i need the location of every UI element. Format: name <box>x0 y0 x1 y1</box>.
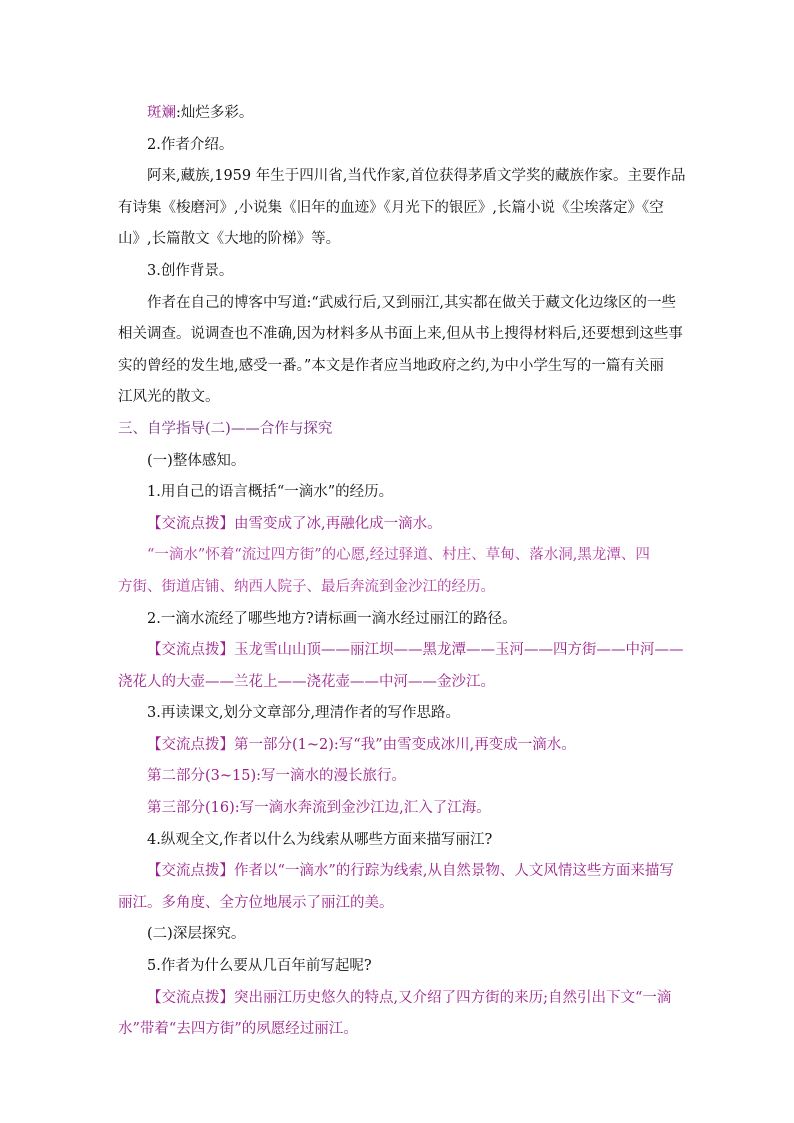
text-segment: 【交流点拨】玉龙雪山山顶——丽江坝——黑龙潭——玉河——四方街——中河—— <box>147 642 684 659</box>
text-segment: 山》,长篇散文《大地的阶梯》等。 <box>118 231 341 248</box>
text-line <box>118 825 678 857</box>
text-segment: 实的曾经的发生地,感受一番。”本文是作者应当地政府之约,为中小学生写的一篇有关丽 <box>118 357 664 374</box>
text-line <box>118 130 678 162</box>
text-line <box>118 888 678 920</box>
text-line <box>118 288 678 320</box>
document-page <box>118 98 686 1046</box>
text-segment: 江风光的散文。 <box>118 389 220 406</box>
text-line <box>118 540 678 572</box>
text-line <box>118 256 678 288</box>
text-line <box>118 351 678 383</box>
text-line <box>118 446 678 478</box>
text-segment: 第三部分(16):写一滴水奔流到金沙江边,汇入了江海。 <box>147 800 491 817</box>
text-segment: “一滴水”怀着“流过四方街”的心愿,经过驿道、村庄、草甸、落水洞,黑龙潭、四 <box>147 547 650 564</box>
text-segment: (二)深层探究。 <box>147 926 246 943</box>
text-line <box>118 572 678 604</box>
text-line <box>118 98 678 130</box>
text-line <box>118 509 678 541</box>
text-segment: 水”带着“去四方街”的夙愿经过丽江。 <box>118 1021 358 1038</box>
text-segment: :灿烂多彩。 <box>176 105 254 121</box>
text-segment: 【交流点拨】作者以“一滴水”的行踪为线索,从自然景物、人文风情这些方面来描写 <box>147 863 674 880</box>
text-segment: 三、自学指导(二)——合作与探究 <box>118 420 333 437</box>
text-segment: 丽江。多角度、全方位地展示了丽江的美。 <box>118 894 394 911</box>
text-segment: 3.再读课文,划分文章部分,理清作者的写作思路。 <box>147 705 461 722</box>
text-segment: 3.创作背景。 <box>147 262 234 279</box>
text-line <box>118 477 678 509</box>
text-segment: 4.纵观全文,作者以什么为线索从哪些方面来描写丽江? <box>147 831 493 848</box>
text-line <box>118 761 678 793</box>
text-line <box>118 919 678 951</box>
text-segment: 2.一滴水流经了哪些地方?请标画一滴水经过丽江的路径。 <box>147 610 517 627</box>
text-line <box>118 414 678 446</box>
text-line <box>118 224 678 256</box>
text-segment: 【交流点拨】由雪变成了冰,再融化成一滴水。 <box>147 515 442 532</box>
text-line <box>118 382 678 414</box>
text-line <box>118 193 678 225</box>
text-segment: 1.用自己的语言概括“一滴水”的经历。 <box>147 484 394 501</box>
text-segment: 阿来,藏族,1959 年生于四川省,当代作家,首位获得茅盾文学奖的藏族作家。主要作品 <box>147 168 686 185</box>
text-line <box>118 604 678 636</box>
text-segment: 相关调查。说调查也不准确,因为材料多从书面上来,但从书上搜得材料后,还要想到这些事 <box>118 326 683 343</box>
text-segment: 浇花人的大壶——兰花上——浇花壶——中河——金沙江。 <box>118 673 495 690</box>
text-segment: 作者在自己的博客中写道:“武威行后,又到丽江,其实都在做关于藏文化边缘区的一些 <box>147 294 677 311</box>
text-segment: 【交流点拨】突出丽江历史悠久的特点,又介绍了四方街的来历;自然引出下文“一滴 <box>147 989 672 1006</box>
text-line <box>118 730 678 762</box>
text-line <box>118 951 678 983</box>
text-segment: 第二部分(3~15):写一滴水的漫长旅行。 <box>147 768 407 785</box>
text-segment: 斑斓 <box>147 105 176 121</box>
text-segment: 有诗集《梭磨河》,小说集《旧年的血迹》《月光下的银匠》,长篇小说《尘埃落定》《空 <box>118 199 664 216</box>
text-segment: (一)整体感知。 <box>147 452 246 469</box>
text-segment: 2.作者介绍。 <box>147 136 234 153</box>
text-line <box>118 856 678 888</box>
text-line <box>118 319 683 351</box>
text-segment: 【交流点拨】第一部分(1~2):写“我”由雪变成冰川,再变成一滴水。 <box>147 736 576 753</box>
text-line <box>118 635 684 667</box>
text-line <box>118 698 678 730</box>
text-line <box>118 161 686 193</box>
text-line <box>118 1014 678 1046</box>
text-line <box>118 983 678 1015</box>
text-segment: 方街、街道店铺、纳西人院子、最后奔流到金沙江的经历。 <box>118 578 495 595</box>
text-segment: 5.作者为什么要从几百年前写起呢? <box>147 958 372 975</box>
text-line <box>118 667 678 699</box>
text-line <box>118 793 678 825</box>
